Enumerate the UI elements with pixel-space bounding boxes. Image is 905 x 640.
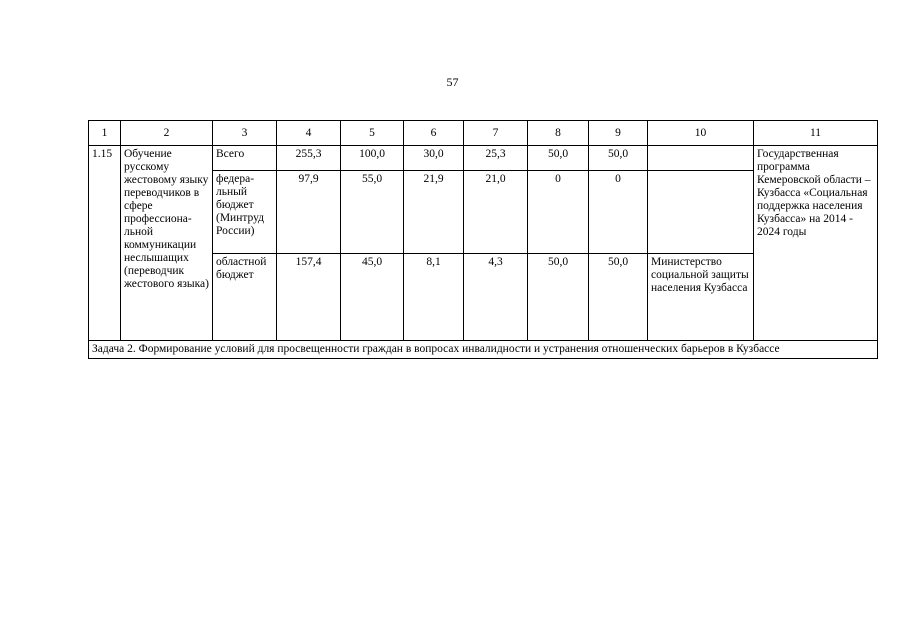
regional-col-6: 8,1 xyxy=(404,254,464,341)
regional-col-5: 45,0 xyxy=(341,254,404,341)
header-col-11: 11 xyxy=(754,121,878,146)
program-table xyxy=(88,120,878,359)
header-col-7: 7 xyxy=(464,121,528,146)
row-name: Обучение русскому жестовому языку переводчиков в сфере профессиона-льной коммуникации неслышащих (переводчик жестового языка) xyxy=(121,146,213,341)
regional-col-7: 4,3 xyxy=(464,254,528,341)
federal-col-5: 55,0 xyxy=(341,171,404,254)
regional-col-8: 50,0 xyxy=(528,254,589,341)
federal-col-7: 21,0 xyxy=(464,171,528,254)
table-row xyxy=(89,146,878,171)
header-col-9: 9 xyxy=(589,121,648,146)
header-col-5: 5 xyxy=(341,121,404,146)
federal-col-6: 21,9 xyxy=(404,171,464,254)
header-col-3: 3 xyxy=(213,121,277,146)
total-executor xyxy=(648,146,754,171)
header-col-6: 6 xyxy=(404,121,464,146)
federal-col-8: 0 xyxy=(528,171,589,254)
page-number: 57 xyxy=(446,75,459,89)
total-col-7: 25,3 xyxy=(464,146,528,171)
header-col-4: 4 xyxy=(277,121,341,146)
regional-executor: Министерство социальной защиты населения Кузбасса xyxy=(648,254,754,341)
total-col-6: 30,0 xyxy=(404,146,464,171)
total-col-8: 50,0 xyxy=(528,146,589,171)
header-col-8: 8 xyxy=(528,121,589,146)
source-regional: областной бюджет xyxy=(213,254,277,341)
task-row xyxy=(89,341,878,359)
header-row xyxy=(89,121,878,146)
source-total: Всего xyxy=(213,146,277,171)
regional-col-9: 50,0 xyxy=(589,254,648,341)
federal-col-4: 97,9 xyxy=(277,171,341,254)
federal-executor xyxy=(648,171,754,254)
source-federal: федера-льный бюджет (Минтруд России) xyxy=(213,171,277,254)
federal-col-9: 0 xyxy=(589,171,648,254)
program-cell: Государственная программа Кемеровской области – Кузбасса «Социальная поддержка населения Кузбасса» на 2014 - 2024 годы xyxy=(754,146,878,341)
total-col-5: 100,0 xyxy=(341,146,404,171)
task-text: Задача 2. Формирование условий для просвещенности граждан в вопросах инвалидности и устранения отношенческих барьеров в Кузбассе xyxy=(89,341,878,359)
total-col-4: 255,3 xyxy=(277,146,341,171)
total-col-9: 50,0 xyxy=(589,146,648,171)
regional-col-4: 157,4 xyxy=(277,254,341,341)
row-id: 1.15 xyxy=(89,146,121,341)
header-col-2: 2 xyxy=(121,121,213,146)
header-col-10: 10 xyxy=(648,121,754,146)
header-col-1: 1 xyxy=(89,121,121,146)
